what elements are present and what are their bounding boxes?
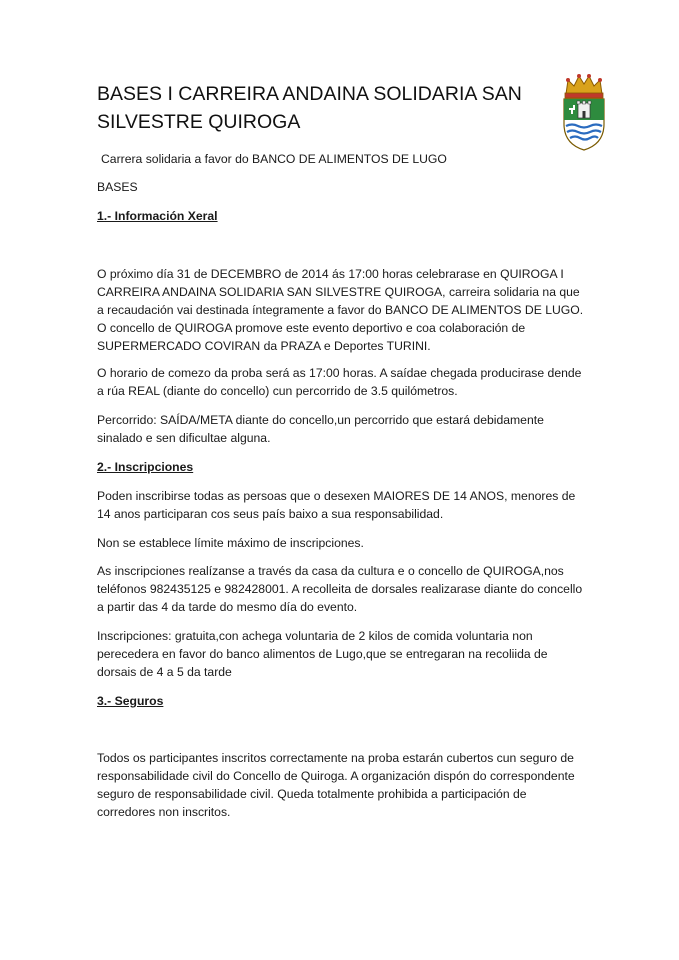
section-heading-inscripciones: 2.- Inscripciones [97,460,194,474]
paragraph: Percorrido: SAÍDA/META diante do concello,un percorrido que estará debidamente sinalado e sen dificultae alguna. [97,413,544,445]
bases-label: BASES [97,180,138,194]
paragraph: As inscripciones realízanse a través da casa da cultura e o concello de QUIROGA,nos teléfonos 982435125 e 982428001. A recolleita de dorsales realizarase diante do concello a partir das 4 da tarde do mesmo día do evento. [97,564,583,614]
subtitle: Carrera solidaria a favor do BANCO DE ALIMENTOS DE LUGO [101,152,447,166]
document-title: BASES I CARREIRA ANDAINA SOLIDARIA SAN SILVESTRE QUIROGA [97,83,522,133]
paragraph: O próximo día 31 de DECEMBRO de 2014 ás 17:00 horas celebrarase en QUIROGA I CARREIRA ANDAINA SOLIDARIA SAN SILVESTRE QUIROGA, carreira solidaria na que a recaudación vai destinada íntegramente a favor do BANCO DE ALIMENTOS DE LUGO. O concello de QUIROGA promove este evento deportivo e coa colaboración de SUPERMERCADO COVIRAN da PRAZA e Deportes TURINI. [97,267,584,353]
section-heading-informacion-xeral: 1.- Información Xeral [97,209,218,223]
coat-of-arms-icon [560,72,608,152]
paragraph: Inscripciones: gratuita,con achega voluntaria de 2 kilos de comida voluntaria non perecedera en favor do banco alimentos de Lugo,que se entregaran na recoliida de dorsais de 4 a 5 da tarde [97,629,548,679]
section-heading-seguros: 3.- Seguros [97,694,164,708]
paragraph: Todos os participantes inscritos correctamente na proba estarán cubertos cun seguro de responsabilidade civil do Concello de Quiroga. A organización dispón do correspondente seguro de responsabilidade civil. Queda totalmente prohibida a participación de corredores non inscritos. [97,751,575,819]
paragraph: Non se establece límite máximo de inscripciones. [97,536,364,550]
paragraph: O horario de comezo da proba será as 17:00 horas. A saídae chegada producirase dende a rúa REAL (diante do concello) cun percorrido de 3.5 quilómetros. [97,366,582,398]
paragraph: Poden inscribirse todas as persoas que o desexen MAIORES DE 14 ANOS, menores de 14 anos participaran cos seus país baixo a sua responsabilidad. [97,489,576,521]
